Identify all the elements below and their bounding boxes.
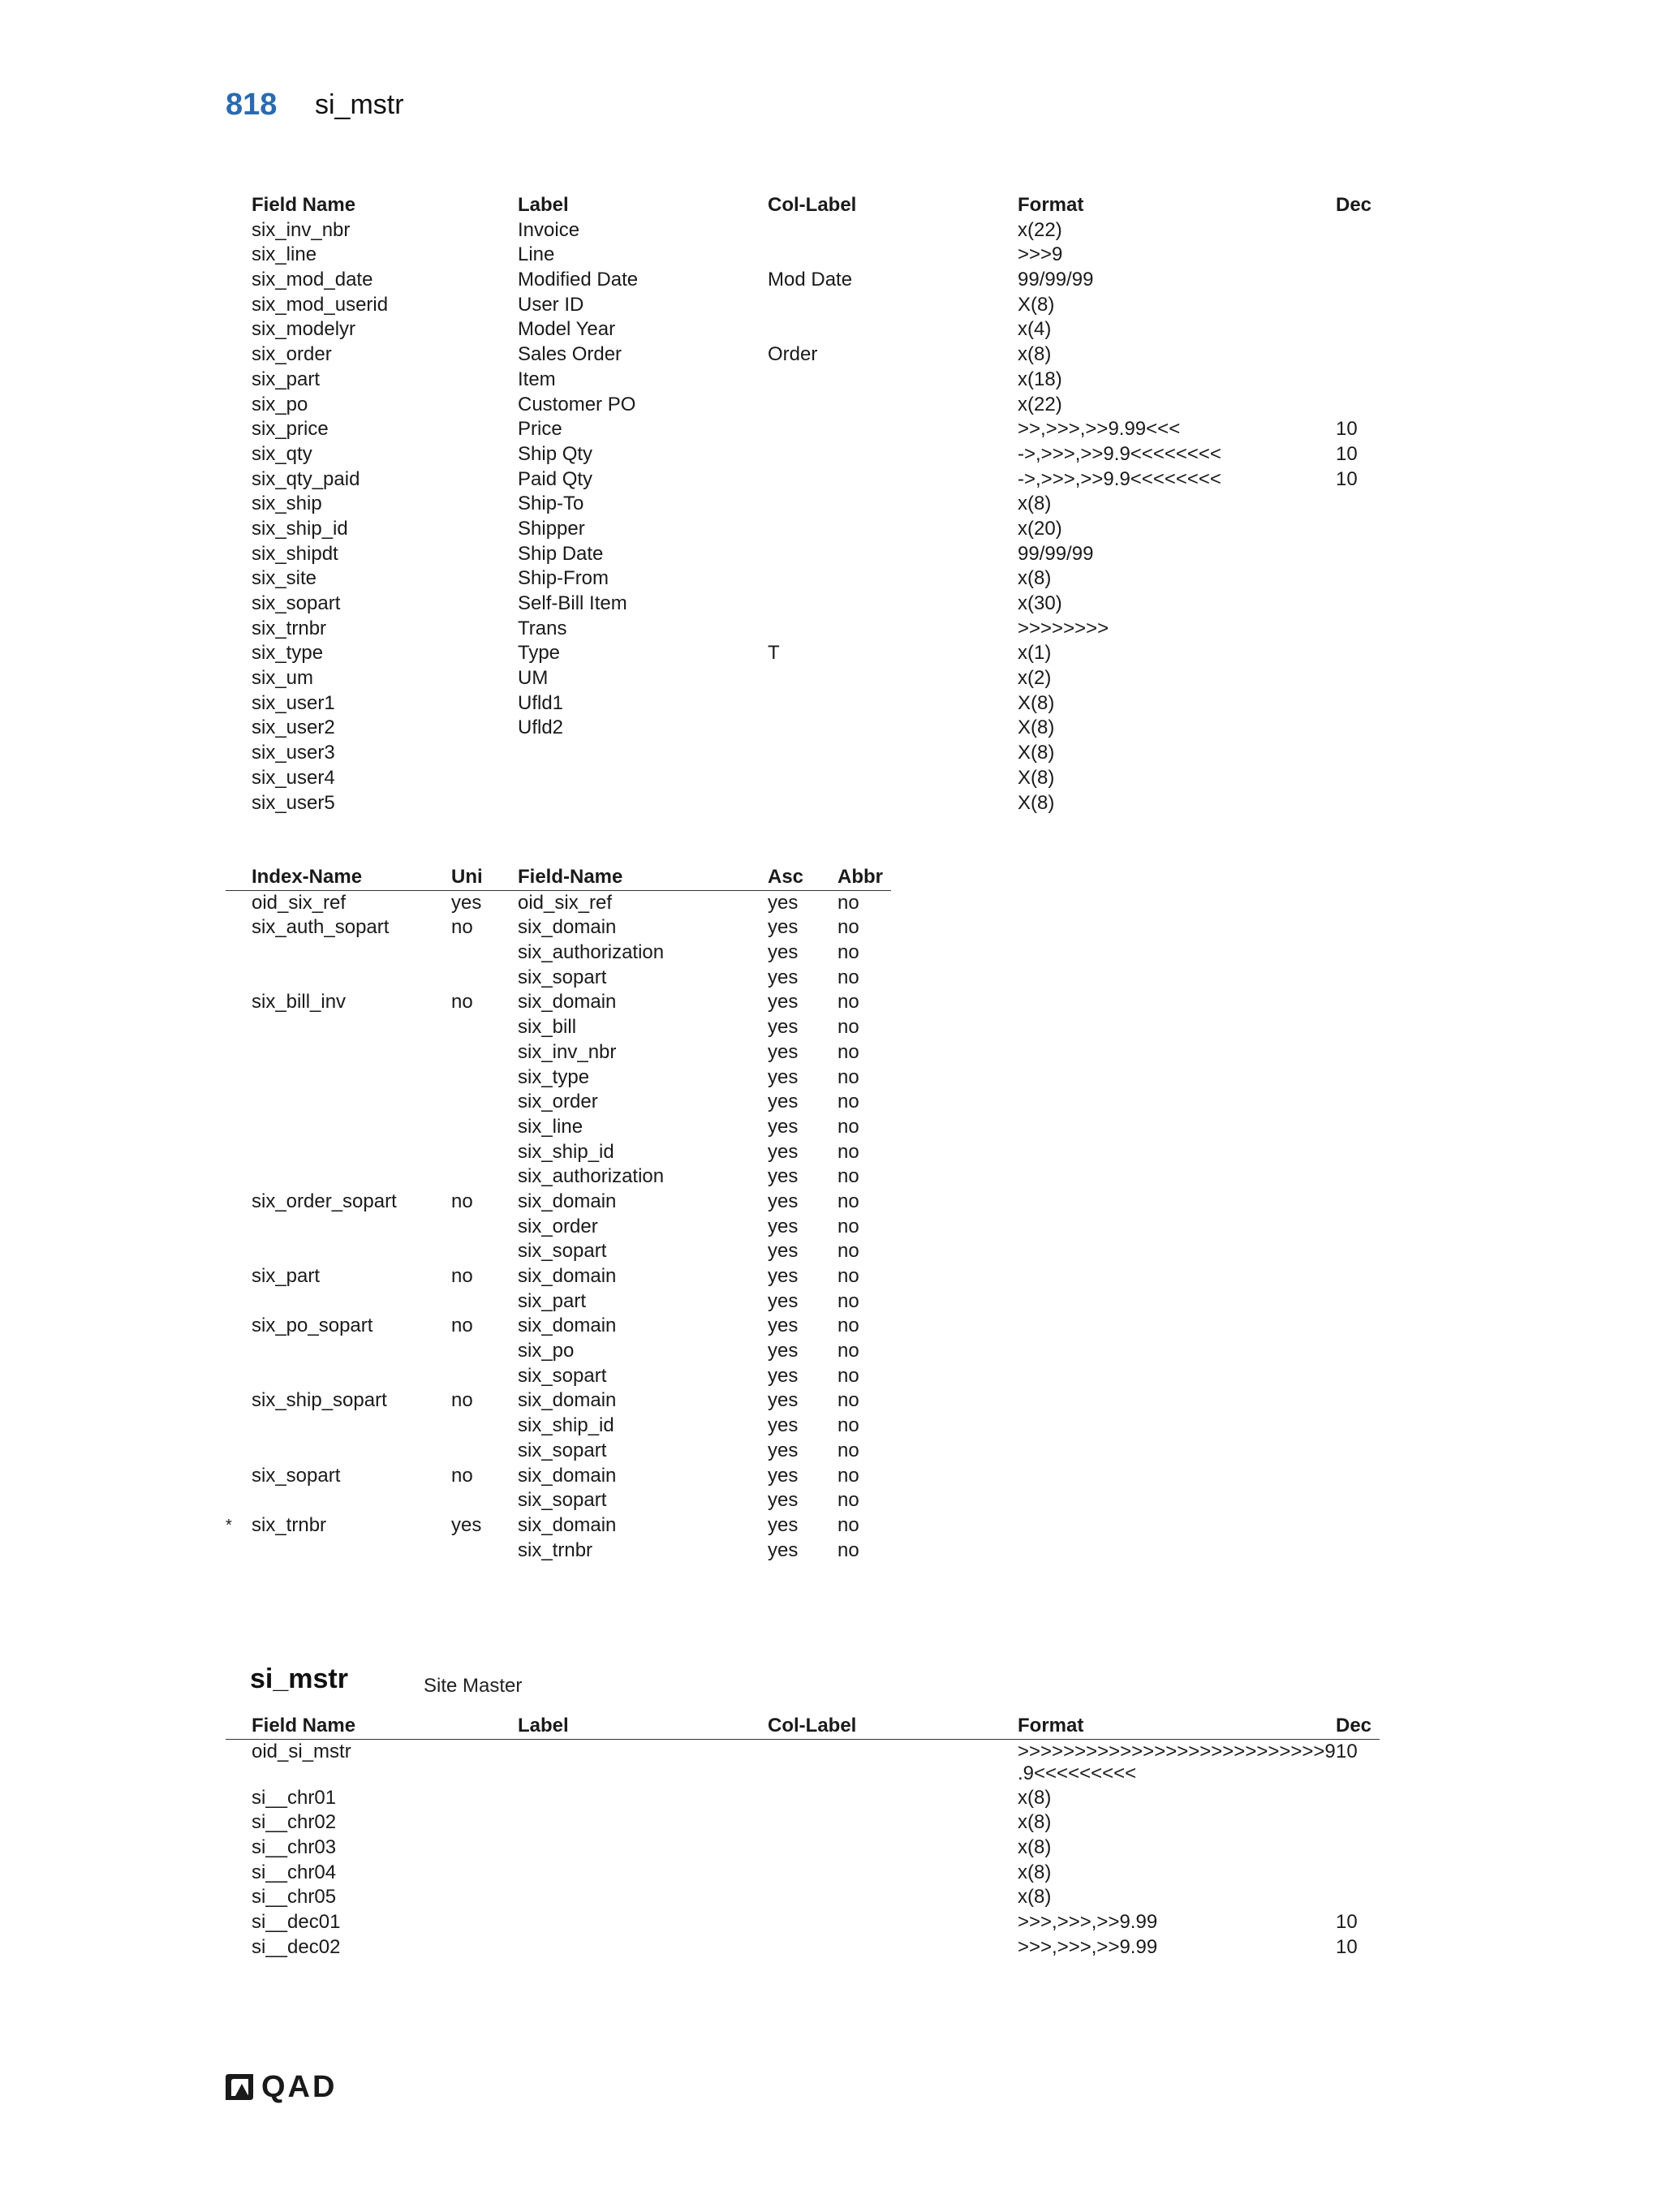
field-format: x(2) (1018, 667, 1052, 690)
index-abbr: no (837, 1315, 859, 1337)
field-name: six_site (252, 567, 317, 590)
table-row (226, 1264, 891, 1289)
col-header-asc: Asc (768, 866, 804, 888)
table-row (226, 1190, 891, 1215)
index-unique: no (451, 916, 473, 939)
index-abbr: no (837, 1265, 859, 1287)
index-field-name: six_domain (518, 1265, 617, 1287)
index-asc: yes (768, 1115, 799, 1138)
index-name: six_order_sopart (252, 1190, 397, 1212)
table-row (226, 891, 891, 916)
col-header-field-name: Field Name (252, 1715, 356, 1736)
table-row (226, 915, 891, 940)
index-abbr: no (837, 891, 859, 914)
table-row (226, 1339, 891, 1364)
table-row (226, 1439, 891, 1464)
table-row (226, 966, 891, 991)
field-format: x(8) (1018, 1836, 1052, 1859)
table-row (226, 1364, 891, 1389)
field-name: si__dec02 (252, 1935, 341, 1958)
field-dec: 10 (1336, 418, 1358, 441)
field-name: six_mod_userid (252, 293, 389, 316)
field-label: Paid Qty (518, 467, 593, 490)
index-abbr: no (837, 1539, 859, 1561)
index-asc: yes (768, 1265, 799, 1287)
field-label: Invoice (518, 218, 580, 241)
index-abbr: no (837, 1016, 859, 1039)
field-name: six_user3 (252, 742, 335, 764)
field-name: six_shipdt (252, 542, 338, 565)
col-header-uni: Uni (451, 866, 483, 888)
table-row (226, 1464, 891, 1489)
index-abbr: no (837, 1091, 859, 1113)
index-asc: yes (768, 1215, 799, 1237)
table-row (226, 243, 1388, 268)
field-label: Model Year (518, 318, 616, 341)
index-unique: no (451, 1464, 473, 1487)
index-abbr: no (837, 1140, 859, 1163)
field-label: Sales Order (518, 343, 622, 366)
field-name: six_price (252, 418, 329, 441)
field-label: Item (518, 368, 556, 390)
field-name: six_type (252, 642, 324, 665)
field-label: Ship Qty (518, 442, 593, 465)
field-format: x(8) (1018, 1811, 1052, 1834)
field-format: >>>,>>>,>>9.99 (1018, 1935, 1158, 1958)
index-field-name: six_trnbr (518, 1539, 593, 1561)
index-asc: yes (768, 1464, 799, 1487)
index-asc: yes (768, 1439, 799, 1461)
field-name: six_qty_paid (252, 467, 360, 490)
index-abbr: no (837, 1464, 859, 1487)
index-abbr: no (837, 1215, 859, 1237)
field-format: ->,>>>,>>9.9<<<<<<<< (1018, 442, 1221, 465)
index-name: six_sopart (252, 1464, 341, 1487)
index-abbr: no (837, 1115, 859, 1138)
index-abbr: no (837, 1513, 859, 1536)
table-row (226, 1488, 891, 1513)
field-label: Shipper (518, 517, 585, 540)
index-field-name: six_authorization (518, 1165, 665, 1188)
field-dec: 10 (1336, 1740, 1358, 1762)
index-abbr: no (837, 1364, 859, 1387)
page-table-name: si_mstr (315, 89, 404, 120)
index-unique: no (451, 1265, 473, 1287)
index-asc: yes (768, 1240, 799, 1263)
index-abbr: no (837, 1340, 859, 1362)
col-header-dec: Dec (1336, 1715, 1372, 1736)
index-asc: yes (768, 1340, 799, 1362)
index-asc: yes (768, 1389, 799, 1412)
table-row (226, 1910, 1380, 1935)
field-label: Type (518, 642, 561, 665)
index-field-name: six_sopart (518, 966, 607, 988)
six-index-table (226, 865, 891, 1563)
field-col-label: Mod Date (768, 269, 853, 291)
field-label: Self-Bill Item (518, 592, 627, 614)
index-field-name: six_ship_id (518, 1140, 614, 1163)
field-name: six_user2 (252, 717, 335, 739)
field-name: six_ship_id (252, 517, 348, 540)
index-asc: yes (768, 1539, 799, 1561)
index-abbr: no (837, 966, 859, 988)
index-name: six_auth_sopart (252, 916, 390, 939)
index-field-name: six_sopart (518, 1240, 607, 1263)
field-label: Ufld1 (518, 691, 564, 714)
field-format: x(8) (1018, 493, 1052, 515)
field-format: x(30) (1018, 592, 1062, 614)
table-row (226, 293, 1388, 318)
col-header-col-label: Col-Label (768, 194, 857, 216)
field-name: six_user4 (252, 766, 335, 789)
field-dec: 10 (1336, 442, 1358, 465)
six-fields-table (226, 193, 1388, 816)
table-row (226, 990, 891, 1015)
index-asc: yes (768, 1165, 799, 1188)
index-unique: no (451, 991, 473, 1013)
field-format: X(8) (1018, 742, 1055, 764)
si-fields-header-row (226, 1714, 1380, 1740)
index-asc: yes (768, 891, 799, 914)
index-field-name: six_sopart (518, 1439, 607, 1461)
field-name: oid_si_mstr (252, 1740, 351, 1762)
index-abbr: no (837, 941, 859, 964)
table-row (226, 517, 1388, 542)
col-header-field-name: Field-Name (518, 866, 623, 888)
field-label: UM (518, 667, 549, 690)
index-asc: yes (768, 1414, 799, 1437)
col-header-label: Label (518, 1715, 569, 1736)
index-field-name: six_bill (518, 1016, 577, 1039)
field-format: >>,>>>,>>9.99<<< (1018, 418, 1181, 441)
index-field-name: six_sopart (518, 1364, 607, 1387)
field-name: six_modelyr (252, 318, 356, 341)
field-format: X(8) (1018, 691, 1055, 714)
field-label: Trans (518, 617, 567, 639)
index-field-name: six_order (518, 1215, 598, 1237)
table-row (226, 492, 1388, 517)
col-header-dec: Dec (1336, 194, 1372, 216)
field-label: User ID (518, 293, 584, 316)
table-row (226, 1215, 891, 1240)
qad-logo-icon (224, 2072, 255, 2102)
field-name: si__dec01 (252, 1911, 341, 1934)
field-format: X(8) (1018, 293, 1055, 316)
index-field-name: six_ship_id (518, 1414, 614, 1437)
table-row (226, 791, 1388, 816)
table-row (226, 1115, 891, 1140)
index-abbr: no (837, 1065, 859, 1088)
index-name: six_bill_inv (252, 991, 347, 1013)
index-asc: yes (768, 1190, 799, 1212)
table-row (226, 666, 1388, 691)
si-fields-table (226, 1714, 1380, 1960)
qad-logo-text: QAD (261, 2069, 338, 2104)
field-name: six_user5 (252, 791, 335, 814)
index-unique: yes (451, 1513, 482, 1536)
field-name: six_po (252, 393, 308, 415)
qad-logo (224, 2071, 337, 2103)
index-name: oid_six_ref (252, 891, 347, 914)
table-row (226, 691, 1388, 717)
index-name: six_part (252, 1265, 321, 1287)
index-asc: yes (768, 1513, 799, 1536)
col-header-format: Format (1018, 1715, 1084, 1736)
index-name: six_po_sopart (252, 1315, 373, 1337)
field-name: six_user1 (252, 691, 335, 714)
field-label: Ship-From (518, 567, 609, 590)
field-format-continued: .9<<<<<<<<< (1018, 1762, 1137, 1784)
index-field-name: six_domain (518, 991, 617, 1013)
table-row (226, 617, 1388, 642)
index-unique: no (451, 1389, 473, 1412)
index-abbr: no (837, 1489, 859, 1512)
field-label: Line (518, 243, 555, 266)
table-row (226, 1861, 1380, 1886)
field-name: si__chr01 (252, 1786, 337, 1809)
table-row (226, 542, 1388, 567)
index-field-name: six_inv_nbr (518, 1040, 617, 1063)
page-number: 818 (226, 88, 278, 122)
field-label: Ship Date (518, 542, 604, 565)
index-field-name: six_domain (518, 1389, 617, 1412)
field-label: Modified Date (518, 269, 639, 291)
index-asc: yes (768, 1016, 799, 1039)
index-field-name: six_order (518, 1091, 598, 1113)
field-format: x(22) (1018, 393, 1062, 415)
table-row (226, 442, 1388, 467)
col-header-index-name: Index-Name (252, 866, 363, 888)
field-name: six_mod_date (252, 269, 373, 291)
col-header-field-name: Field Name (252, 194, 356, 216)
index-abbr: no (837, 1165, 859, 1188)
field-format: x(8) (1018, 1786, 1052, 1809)
field-format: x(8) (1018, 567, 1052, 590)
index-field-name: six_domain (518, 1315, 617, 1337)
table-row (226, 1810, 1380, 1835)
index-field-name: six_domain (518, 1513, 617, 1536)
field-name: si__chr03 (252, 1836, 337, 1859)
field-name: six_line (252, 243, 317, 266)
index-field-name: oid_six_ref (518, 891, 613, 914)
field-format: >>>>>>>>>>>>>>>>>>>>>>>>>>>9 (1018, 1740, 1336, 1762)
index-asc: yes (768, 1040, 799, 1063)
field-name: six_trnbr (252, 617, 327, 639)
index-field-name: six_type (518, 1065, 590, 1088)
field-dec: 10 (1336, 467, 1358, 490)
index-field-name: six_line (518, 1115, 583, 1138)
index-marker: * (226, 1516, 232, 1534)
table-row (226, 1015, 891, 1040)
field-name: six_sopart (252, 592, 341, 614)
field-name: six_part (252, 368, 321, 390)
table-row (226, 741, 1388, 766)
table-row (226, 1140, 891, 1165)
table-row (226, 641, 1388, 666)
index-unique: yes (451, 891, 482, 914)
index-abbr: no (837, 1439, 859, 1461)
index-abbr: no (837, 1414, 859, 1437)
field-format: x(1) (1018, 642, 1052, 665)
field-label: Price (518, 418, 562, 441)
table-row (226, 566, 1388, 592)
table-row (226, 1314, 891, 1339)
field-format: >>>9 (1018, 243, 1063, 266)
table-row (226, 393, 1388, 418)
field-label: Ship-To (518, 493, 584, 515)
field-format: 99/99/99 (1018, 542, 1094, 565)
table-row (226, 268, 1388, 293)
table-row (226, 1786, 1380, 1811)
field-format: X(8) (1018, 766, 1055, 789)
table-row (226, 1040, 891, 1065)
index-unique: no (451, 1190, 473, 1212)
table-row (226, 342, 1388, 368)
field-format: x(8) (1018, 343, 1052, 366)
index-name: six_ship_sopart (252, 1389, 387, 1412)
field-name: si__chr02 (252, 1811, 337, 1834)
index-field-name: six_part (518, 1289, 587, 1312)
col-header-format: Format (1018, 194, 1084, 216)
field-format: X(8) (1018, 717, 1055, 739)
table-row (226, 1885, 1380, 1910)
table-row (226, 1065, 891, 1091)
index-field-name: six_domain (518, 916, 617, 939)
field-dec: 10 (1336, 1935, 1358, 1958)
table-row (226, 417, 1388, 442)
col-header-label: Label (518, 194, 569, 216)
index-asc: yes (768, 1065, 799, 1088)
index-field-name: six_sopart (518, 1489, 607, 1512)
index-asc: yes (768, 1289, 799, 1312)
field-format: x(22) (1018, 218, 1062, 241)
table-row (226, 1239, 891, 1264)
field-format: x(8) (1018, 1861, 1052, 1883)
field-format: >>>,>>>,>>9.99 (1018, 1911, 1158, 1934)
index-abbr: no (837, 1040, 859, 1063)
field-format: >>>>>>>> (1018, 617, 1109, 639)
field-name: six_order (252, 343, 332, 366)
index-asc: yes (768, 1489, 799, 1512)
index-asc: yes (768, 941, 799, 964)
index-field-name: six_domain (518, 1190, 617, 1212)
index-asc: yes (768, 1091, 799, 1113)
field-format: ->,>>>,>>9.9<<<<<<<< (1018, 467, 1221, 490)
field-dec: 10 (1336, 1911, 1358, 1934)
field-col-label: T (768, 642, 780, 665)
table-row (226, 1388, 891, 1414)
field-format: 99/99/99 (1018, 269, 1094, 291)
field-format: x(20) (1018, 517, 1062, 540)
table-row (226, 716, 1388, 741)
table-row (226, 1164, 891, 1190)
field-name: six_inv_nbr (252, 218, 351, 241)
table-row (226, 1414, 891, 1439)
index-abbr: no (837, 1190, 859, 1212)
field-label: Ufld2 (518, 717, 564, 739)
index-abbr: no (837, 1389, 859, 1412)
index-asc: yes (768, 1315, 799, 1337)
table-row (226, 1289, 891, 1315)
index-asc: yes (768, 966, 799, 988)
section-table-name: si_mstr (250, 1663, 348, 1694)
section-title (250, 1663, 523, 1697)
field-format: x(18) (1018, 368, 1062, 390)
table-row (226, 592, 1388, 617)
index-asc: yes (768, 991, 799, 1013)
six-index-header-row (226, 865, 891, 891)
index-abbr: no (837, 991, 859, 1013)
col-header-abbr: Abbr (837, 866, 883, 888)
table-row (226, 368, 1388, 393)
index-unique: no (451, 1315, 473, 1337)
field-format: x(8) (1018, 1886, 1052, 1909)
col-header-col-label: Col-Label (768, 1715, 857, 1736)
index-abbr: no (837, 1289, 859, 1312)
index-asc: yes (768, 1140, 799, 1163)
table-row (226, 940, 891, 966)
table-row (226, 317, 1388, 342)
six-fields-header-row (226, 193, 1388, 218)
index-field-name: six_domain (518, 1464, 617, 1487)
field-name: six_ship (252, 493, 322, 515)
table-row (226, 1935, 1380, 1960)
index-abbr: no (837, 916, 859, 939)
table-row (226, 1513, 891, 1539)
table-row (226, 467, 1388, 493)
table-row (226, 1835, 1380, 1861)
index-field-name: six_authorization (518, 941, 665, 964)
index-abbr: no (837, 1240, 859, 1263)
table-row (226, 766, 1388, 791)
field-name: si__chr05 (252, 1886, 337, 1909)
field-name: six_um (252, 667, 314, 690)
field-name: si__chr04 (252, 1861, 337, 1883)
field-format: x(4) (1018, 318, 1052, 341)
index-asc: yes (768, 916, 799, 939)
field-col-label: Order (768, 343, 818, 366)
index-asc: yes (768, 1364, 799, 1387)
field-format: X(8) (1018, 791, 1055, 814)
table-row (226, 218, 1388, 243)
table-row (226, 1740, 1380, 1786)
index-field-name: six_po (518, 1340, 575, 1362)
table-row (226, 1090, 891, 1115)
section-description: Site Master (424, 1675, 523, 1697)
field-label: Customer PO (518, 393, 636, 415)
index-name: six_trnbr (252, 1513, 327, 1536)
field-name: six_qty (252, 442, 312, 465)
table-row (226, 1539, 891, 1564)
